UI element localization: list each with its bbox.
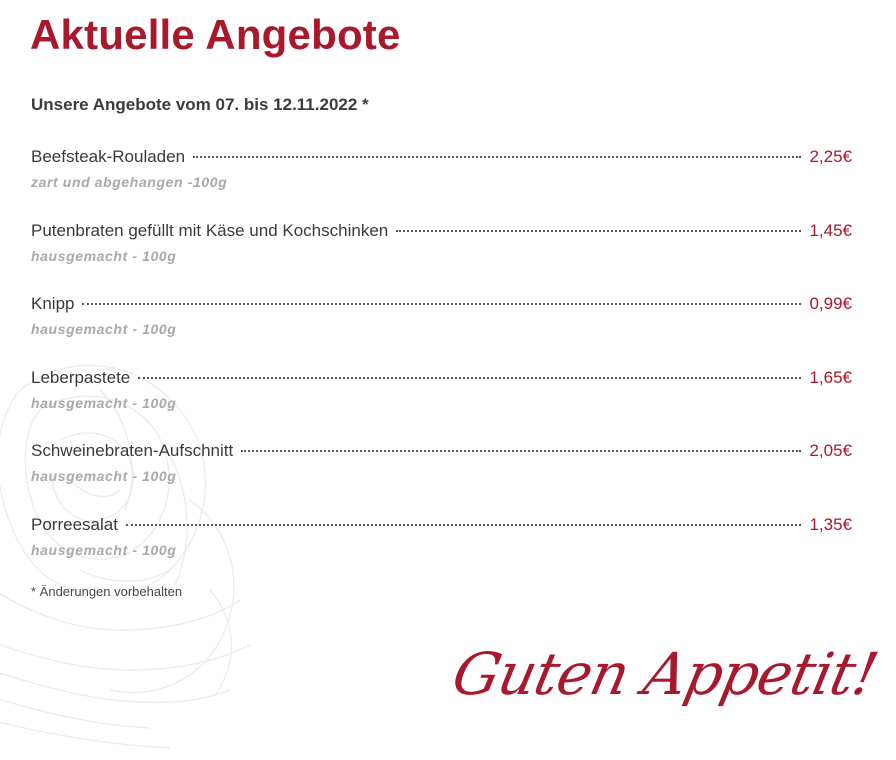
offer-price: 1,35€	[809, 514, 852, 534]
footnote: * Änderungen vorbehalten	[31, 584, 183, 599]
offer-price: 1,65€	[809, 367, 852, 387]
dotted-leader	[241, 450, 801, 452]
signature-guten-appetit: Guten Appetit!	[446, 640, 884, 708]
offer-item	[31, 294, 852, 368]
offer-name: Porreesalat	[31, 514, 118, 534]
dotted-leader	[193, 156, 801, 158]
offer-item	[31, 147, 852, 221]
offer-price: 1,45€	[809, 220, 852, 240]
dotted-leader	[126, 524, 802, 526]
offer-description: zart und abgehangen -100g	[31, 174, 228, 190]
offer-period-subtitle: Unsere Angebote vom 07. bis 12.11.2022 *	[31, 95, 369, 114]
offer-description: hausgemacht - 100g	[31, 321, 177, 337]
offer-item	[31, 441, 852, 515]
offer-item	[31, 221, 852, 295]
offer-description: hausgemacht - 100g	[31, 468, 177, 484]
offer-price: 2,25€	[809, 147, 852, 166]
offer-item	[31, 515, 852, 589]
dotted-leader	[82, 303, 801, 305]
offer-description: hausgemacht - 100g	[31, 247, 177, 264]
dotted-leader	[138, 377, 801, 379]
offer-list	[31, 147, 852, 588]
page-title: Aktuelle Angebote	[30, 11, 401, 58]
offer-name: Putenbraten gefüllt mit Käse und Kochschinken	[31, 220, 389, 240]
offer-name: Schweinebraten-Aufschnitt	[31, 441, 234, 460]
offer-item	[31, 368, 852, 442]
dotted-leader	[396, 230, 801, 232]
offer-name: Knipp	[31, 294, 75, 313]
offer-name: Leberpastete	[31, 367, 131, 387]
offer-name: Beefsteak-Rouladen	[31, 147, 186, 166]
offer-description: hausgemacht - 100g	[31, 541, 177, 558]
offer-description: hausgemacht - 100g	[31, 394, 177, 411]
offer-price: 0,99€	[809, 294, 852, 313]
offer-price: 2,05€	[809, 441, 852, 460]
